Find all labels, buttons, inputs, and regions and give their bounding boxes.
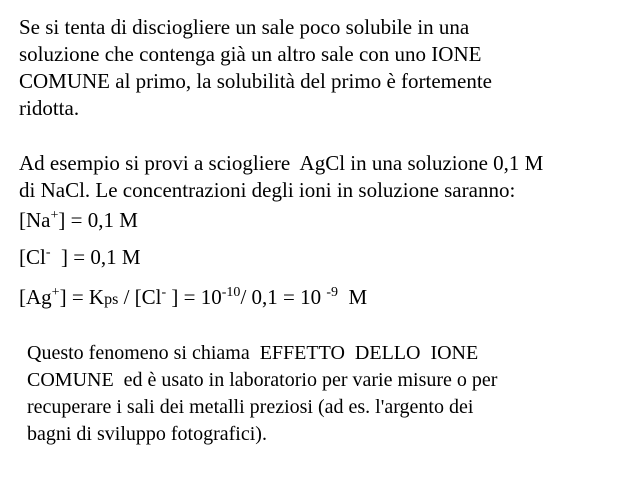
conclusion-line-3: recuperare i sali dei metalli preziosi (ad es. l'argento dei (27, 396, 474, 418)
chloride-concentration-equation (19, 244, 141, 271)
na-charge: + (50, 208, 59, 223)
intro-paragraph (19, 14, 619, 122)
sodium-concentration-equation (19, 207, 138, 234)
na-open: [Na (19, 208, 51, 232)
ag-exponent-1: -10 (221, 285, 241, 300)
ag-mid: ] = 10 (166, 285, 222, 309)
intro-line-3: COMUNE al primo, la solubilità del primo è fortemente (19, 69, 492, 93)
example-line-1: Ad esempio si provi a sciogliere AgCl in una soluzione 0,1 M (19, 151, 544, 175)
ag-exponent-2: -9 (326, 285, 339, 300)
cl-open: [Cl (19, 245, 46, 269)
ksp-subscript: ps (104, 291, 119, 308)
ag-unit: M (338, 285, 368, 309)
silver-concentration-equation (19, 284, 367, 313)
conclusion-line-4: bagni di sviluppo fotografici). (27, 423, 267, 445)
conclusion-line-2: COMUNE ed è usato in laboratorio per varie misure o per (27, 369, 498, 391)
conclusion-paragraph (27, 340, 617, 448)
cl-rest: ] = 0,1 M (50, 245, 141, 269)
ag-eq: ] = K (59, 285, 105, 309)
conclusion-line-1: Questo fenomeno si chiama EFFETTO DELLO IONE (27, 342, 479, 364)
ag-cl-charge: - (161, 285, 167, 300)
cl-charge: - (45, 245, 51, 260)
intro-line-4: ridotta. (19, 96, 80, 120)
ag-charge: + (51, 285, 60, 300)
ag-open: [Ag (19, 285, 52, 309)
intro-line-1: Se si tenta di disciogliere un sale poco solubile in una (19, 15, 470, 39)
na-rest: ] = 0,1 M (58, 208, 138, 232)
ag-div2: / 0,1 = 10 (240, 285, 327, 309)
ag-div: / [Cl (118, 285, 162, 309)
example-line-2: di NaCl. Le concentrazioni degli ioni in soluzione saranno: (19, 178, 516, 202)
example-paragraph (19, 150, 619, 204)
intro-line-2: soluzione che contenga già un altro sale con uno IONE (19, 42, 482, 66)
